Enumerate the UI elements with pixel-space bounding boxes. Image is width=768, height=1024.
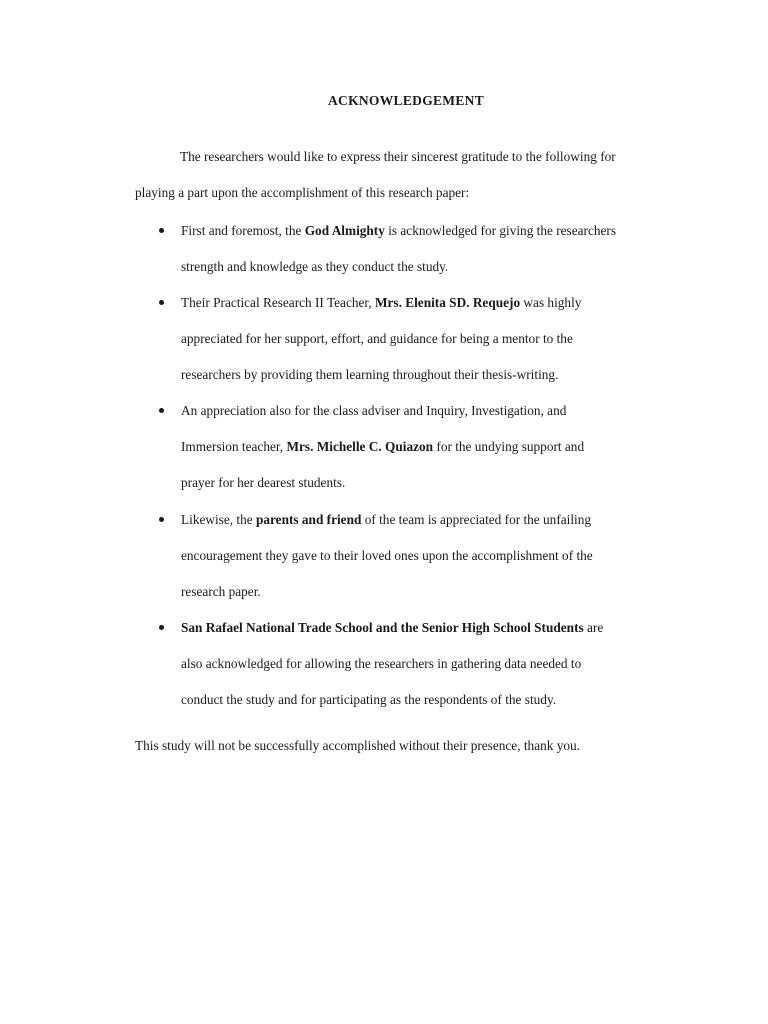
text-segment: of the team is appreciated for the unfailing	[361, 512, 592, 527]
list-item-line	[181, 502, 681, 538]
list-item-parents	[181, 502, 681, 610]
text-segment: was highly	[520, 295, 582, 310]
list-item-line: appreciated for her support, effort, and guidance for being a mentor to the	[181, 331, 573, 346]
list-item-line: encouragement they gave to their loved ones upon the accomplishment of the	[181, 548, 593, 563]
list-item-class-adviser	[181, 393, 681, 501]
bullet-icon	[159, 228, 164, 233]
list-item-line	[181, 429, 681, 465]
text-segment: First and foremost, the	[181, 223, 305, 238]
bold-name: God Almighty	[304, 223, 385, 238]
bold-name: Mrs. Elenita SD. Requejo	[374, 295, 521, 310]
text-segment: for the undying support and	[433, 439, 585, 454]
list-item-school	[181, 610, 681, 718]
bold-name: Mrs. Michelle C. Quiazon	[286, 439, 434, 454]
list-item-line: also acknowledged for allowing the researchers in gathering data needed to	[181, 656, 582, 671]
list-item-line	[181, 285, 681, 321]
list-item-line: researchers by providing them learning throughout their thesis-writing.	[181, 367, 559, 382]
text-segment: Likewise, the	[181, 512, 256, 527]
text-segment: Immersion teacher,	[181, 439, 287, 454]
list-item-line: conduct the study and for participating as the respondents of the study.	[181, 692, 557, 707]
bullet-icon	[159, 625, 164, 630]
intro-line-1: The researchers would like to express their sincerest gratitude to the following for	[180, 149, 616, 164]
bold-name: parents and friend	[255, 512, 362, 527]
list-item-line: strength and knowledge as they conduct the study.	[181, 259, 449, 274]
list-item-god-almighty	[181, 213, 681, 285]
intro-paragraph	[135, 139, 680, 211]
bold-name: San Rafael National Trade School and the Senior High School Students	[181, 620, 584, 635]
closing-paragraph: This study will not be successfully accomplished without their presence, thank you.	[135, 738, 580, 753]
bullet-icon	[159, 517, 164, 522]
bullet-icon	[159, 300, 164, 305]
text-segment: Their Practical Research II Teacher,	[181, 295, 375, 310]
page-title: ACKNOWLEDGEMENT	[327, 93, 484, 108]
list-item-line: prayer for her dearest students.	[181, 475, 346, 490]
list-item-line: research paper.	[181, 584, 261, 599]
text-segment: is acknowledged for giving the researchers	[384, 223, 617, 238]
list-item-line: An appreciation also for the class adviser and Inquiry, Investigation, and	[181, 403, 567, 418]
list-item-line	[181, 610, 681, 646]
list-item-line	[181, 213, 681, 249]
list-item-teacher	[181, 285, 681, 393]
bullet-icon	[159, 408, 164, 413]
intro-line-2: playing a part upon the accomplishment of this research paper:	[135, 185, 470, 200]
text-segment: are	[583, 620, 604, 635]
